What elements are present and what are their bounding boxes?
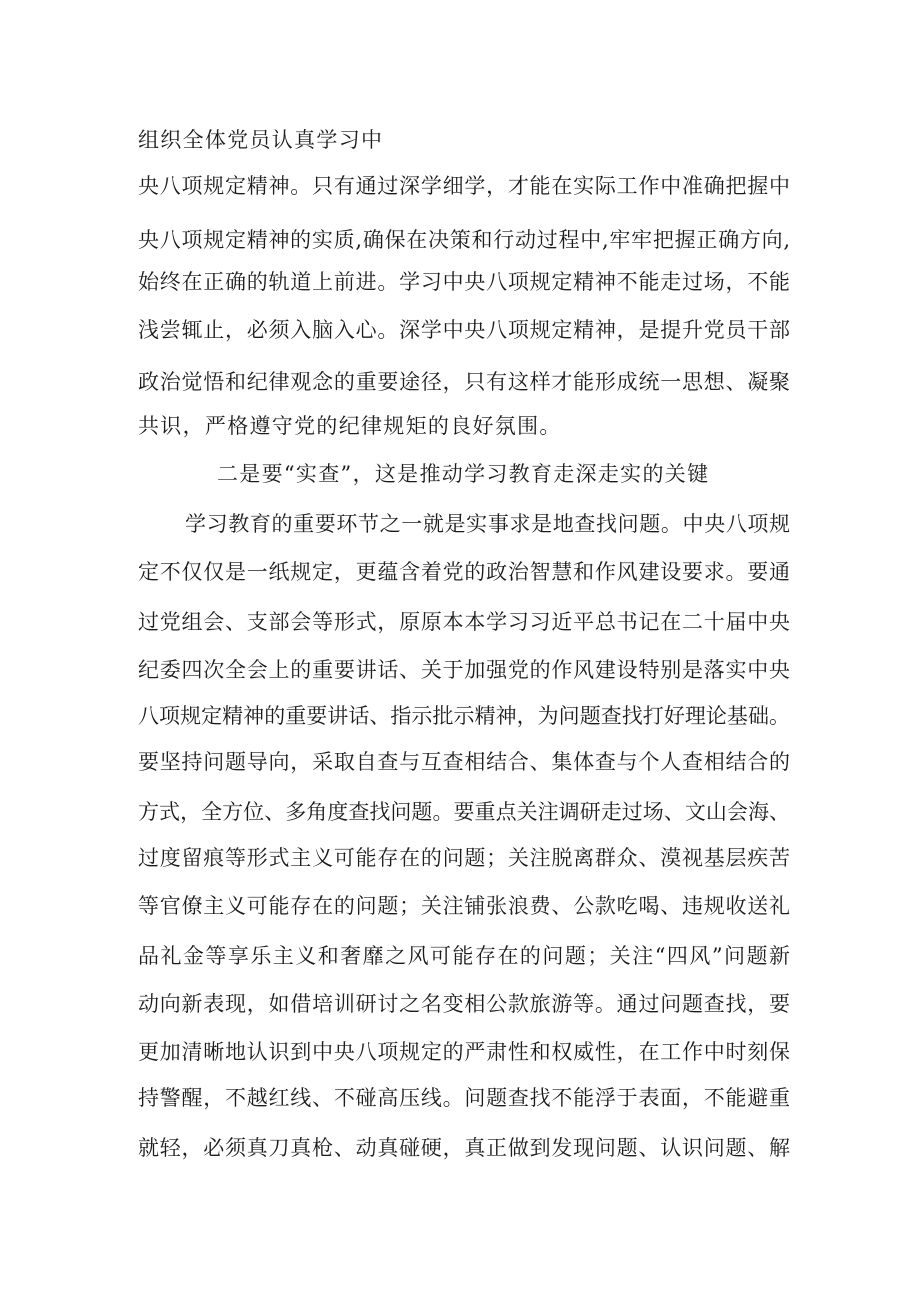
text-line: 组织全体党员认真学习中 xyxy=(138,128,384,152)
text-line: 八项规定精神的重要讲话、指示批示精神，为问题查找打好理论基础。 xyxy=(138,704,790,728)
text-line: 过度留痕等形式主义可能存在的问题；关注脱离群众、漠视基层疾苦 xyxy=(138,846,790,870)
text-line: 浅尝辄止，必须入脑入心。深学中央八项规定精神，是提升党员干部 xyxy=(138,318,790,342)
text-line: 纪委四次全会上的重要讲话、关于加强党的作风建设特别是落实中央 xyxy=(138,658,790,682)
text-line: 动向新表现，如借培训研讨之名变相公款旅游等。通过问题查找，要 xyxy=(138,992,790,1016)
text-line: 要坚持问题导向，采取自查与互查相结合、集体查与个人查相结合的 xyxy=(138,750,790,774)
text-line: 定不仅仅是一纸规定，更蕴含着党的政治智慧和作风建设要求。要通 xyxy=(138,560,790,584)
section-heading: 二是要“实查”，这是推动学习教育走深走实的关键 xyxy=(217,462,710,486)
text-line: 方式，全方位、多角度查找问题。要重点关注调研走过场、文山会海、 xyxy=(138,800,790,824)
text-line: 等官僚主义可能存在的问题；关注铺张浪费、公款吃喝、违规收送礼 xyxy=(138,894,790,918)
text-line: 央八项规定精神。只有通过深学细学，才能在实际工作中准确把握中 xyxy=(138,174,790,198)
text-line: 始终在正确的轨道上前进。学习中央八项规定精神不能走过场，不能 xyxy=(138,270,790,294)
text-line: 品礼金等享乐主义和奢靡之风可能存在的问题；关注“四风”问题新 xyxy=(138,944,790,968)
text-line: 政治觉悟和纪律观念的重要途径，只有这样才能形成统一思想、凝聚 xyxy=(138,370,790,394)
paragraph-first-line: 学习教育的重要环节之一就是实事求是地查找问题。中央八项规 xyxy=(185,512,790,536)
text-line: 央八项规定精神的实质,确保在决策和行动过程中,牢牢把握正确方向, xyxy=(138,228,790,252)
text-line: 就轻，必须真刀真枪、动真碰硬，真正做到发现问题、认识问题、解 xyxy=(138,1136,790,1160)
text-line: 更加清晰地认识到中央八项规定的严肃性和权威性，在工作中时刻保 xyxy=(138,1040,790,1064)
text-line: 共识，严格遵守党的纪律规矩的良好氛围。 xyxy=(138,414,562,438)
text-line: 过党组会、支部会等形式，原原本本学习习近平总书记在二十届中央 xyxy=(138,610,790,634)
text-line: 持警醒，不越红线、不碰高压线。问题查找不能浮于表面，不能避重 xyxy=(138,1086,790,1110)
